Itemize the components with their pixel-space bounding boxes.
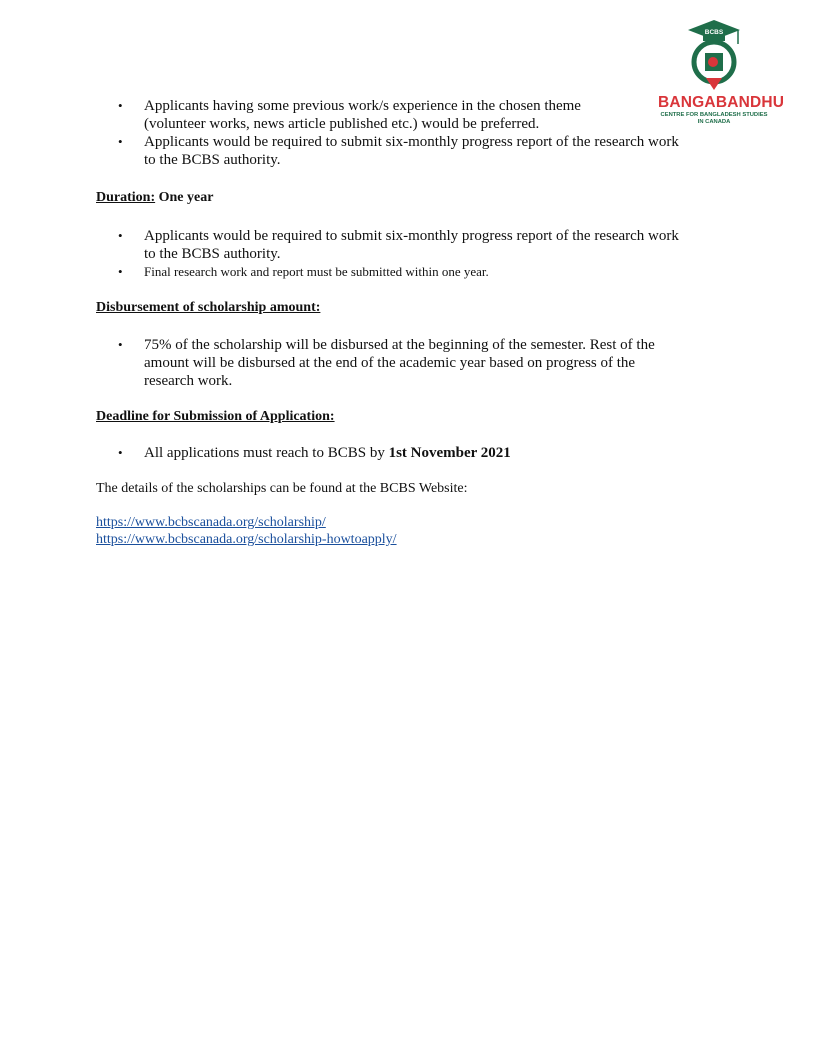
deadline-text: All applications must reach to BCBS by	[144, 445, 389, 461]
duration-line	[96, 189, 213, 206]
duration-heading: Duration:	[96, 190, 156, 205]
deadline-list	[96, 444, 736, 462]
list-item	[96, 97, 736, 133]
list-item	[96, 444, 736, 462]
disbursement-list	[96, 336, 736, 390]
list-item-line: research work.	[144, 373, 233, 389]
list-item-line: • 75% of the scholarship will be disbursed at the beginning of the semester. Rest of the	[144, 337, 655, 353]
disbursement-heading-text: Disbursement of scholarship amount:	[96, 300, 321, 315]
scholarship-link[interactable]: https://www.bcbscanada.org/scholarship/	[96, 515, 326, 530]
list-item-line: to the BCBS authority.	[144, 246, 281, 262]
disbursement-heading	[96, 299, 320, 316]
eligibility-list	[96, 97, 736, 169]
list-item-line: to the BCBS authority.	[144, 152, 281, 168]
logo-subtitle-line2: IN CANADA	[697, 119, 731, 125]
list-item	[96, 133, 736, 169]
list-item	[96, 336, 736, 390]
details-text: The details of the scholarships can be found at the BCBS Website:	[96, 481, 468, 496]
links-block	[96, 514, 397, 548]
logo-name: BANGABANDHU	[658, 94, 785, 111]
list-item-line: amount will be disbursed at the end of the academic year based on progress of the	[144, 355, 636, 371]
deadline-heading-text: Deadline for Submission of Application:	[96, 409, 335, 424]
list-item-line: (volunteer works, news article published etc.) would be preferred.	[144, 116, 540, 132]
how-to-apply-link[interactable]: https://www.bcbscanada.org/scholarship-howtoapply/	[96, 532, 397, 547]
list-item	[96, 227, 736, 263]
list-item-line: • Applicants would be required to submit six-monthly progress report of the research work	[144, 134, 679, 150]
list-item-line: • Applicants would be required to submit six-monthly progress report of the research work	[144, 228, 679, 244]
duration-value: One year	[155, 190, 214, 205]
bcbs-emblem-icon	[686, 18, 742, 94]
duration-list	[96, 227, 736, 281]
logo-badge-text: BCBS	[704, 29, 724, 36]
deadline-date: 1st November 2021	[388, 445, 511, 461]
list-item	[96, 263, 736, 281]
logo-subtitle-line1: CENTRE FOR BANGLADESH STUDIES	[660, 112, 768, 118]
list-item-line: • Applicants having some previous work/s experience in the chosen theme	[144, 98, 581, 114]
list-item-line: • Final research work and report must be submitted within one year.	[144, 264, 489, 279]
deadline-heading	[96, 408, 335, 425]
